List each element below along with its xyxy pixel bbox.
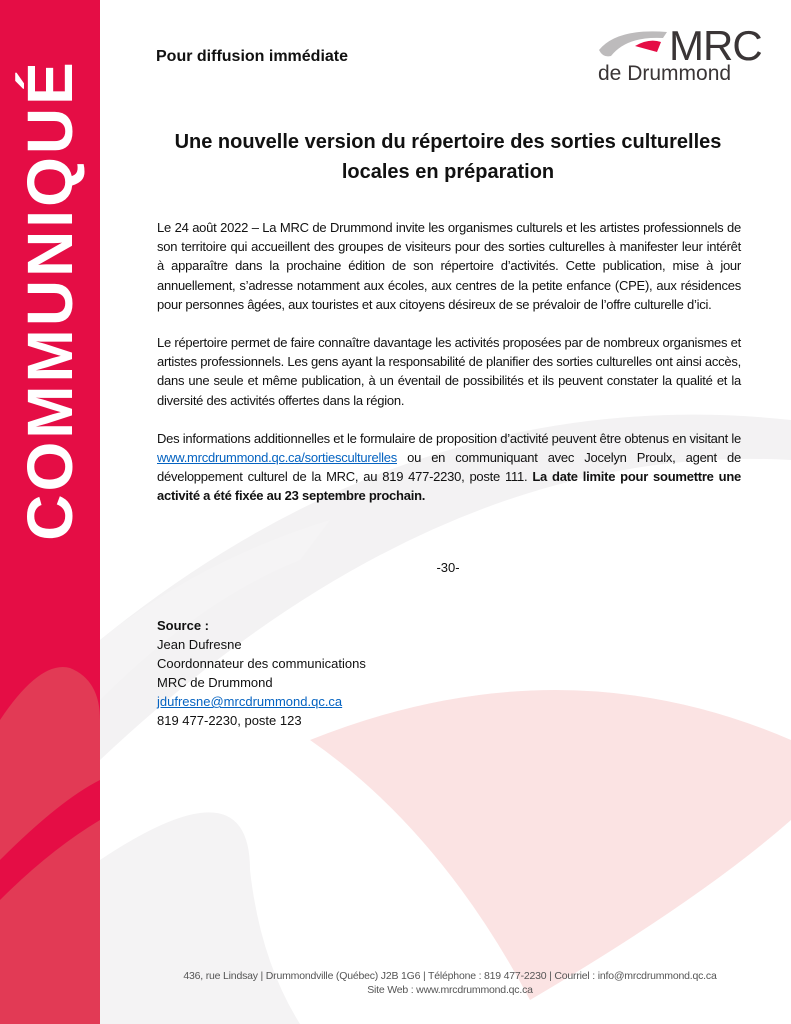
communique-label: COMMUNIQUÉ bbox=[14, 59, 86, 541]
article-body bbox=[157, 218, 741, 525]
sorties-culturelles-link[interactable]: www.mrcdrummond.qc.ca/sortiesculturelles bbox=[157, 450, 397, 466]
communique-sidebar bbox=[0, 0, 100, 1024]
mrc-logo bbox=[597, 22, 767, 84]
source-email-link[interactable]: jdufresne@mrcdrummond.qc.ca bbox=[157, 694, 343, 709]
logo-swoosh-icon bbox=[597, 22, 767, 84]
title-line: locales en préparation bbox=[341, 161, 555, 183]
source-block bbox=[157, 616, 366, 730]
source-label: Source : bbox=[157, 618, 210, 633]
source-name: Jean Dufresne bbox=[157, 637, 242, 652]
footer-website: Site Web : www.mrcdrummond.qc.ca bbox=[367, 984, 533, 996]
paragraph: Le 24 août 2022 – La MRC de Drummond invite les organismes culturels et les artistes professionnels de son territoire qui accueillent des groupes de visiteurs pour des sorties culturelles à manifester leur intérêt à apparaître dans la prochaine édition de son répertoire d’activités. Cette publication, mise à jour annuellement, s’adresse notamment aux écoles, aux centres de la petite enfance (CPE), aux résidences pour personnes âgées, aux touristes et aux citoyens désireux de se prévaloir de l’offre culturelle d’ici. bbox=[157, 220, 741, 312]
svg-text:de Drummond: de Drummond bbox=[598, 62, 732, 84]
source-role: Coordonnateur des communications bbox=[157, 656, 366, 671]
text: ou en communiquant avec Jocelyn Proulx, agent de développement culturel de la MRC, au 819 477-2230, poste 111. bbox=[157, 450, 741, 485]
text: Des informations additionnelles et le formulaire de proposition d’activité peuvent être obtenus en visitant le bbox=[157, 430, 741, 446]
source-phone: 819 477-2230, poste 123 bbox=[157, 713, 302, 728]
deadline-text: La date limite pour soumettre une activité a été fixée au 23 septembre prochain. bbox=[157, 469, 741, 504]
footer-address: 436, rue Lindsay | Drummondville (Québec) J2B 1G6 | Téléphone : 819 477-2230 | Courriel : info@mrcdrummond.qc.ca bbox=[183, 970, 717, 982]
paragraph: Le répertoire permet de faire connaître davantage les activités proposées par de nombreux organismes et artistes professionnels. Les gens ayant la responsabilité de planifier des sorties culturelles ont ainsi accès, dans une seule et même publication, à un éventail de possibilités et ils peuvent constater la qualité et la diversité des activités offertes dans la région. bbox=[157, 335, 741, 408]
source-org: MRC de Drummond bbox=[157, 675, 273, 690]
paragraph bbox=[157, 429, 741, 506]
release-notice: Pour diffusion immédiate bbox=[156, 48, 349, 65]
svg-text:MRC: MRC bbox=[669, 22, 762, 69]
end-mark: -30- bbox=[436, 560, 460, 575]
page-title bbox=[150, 127, 746, 187]
title-line: Une nouvelle version du répertoire des sorties culturelles bbox=[174, 131, 722, 153]
footer bbox=[150, 969, 750, 997]
